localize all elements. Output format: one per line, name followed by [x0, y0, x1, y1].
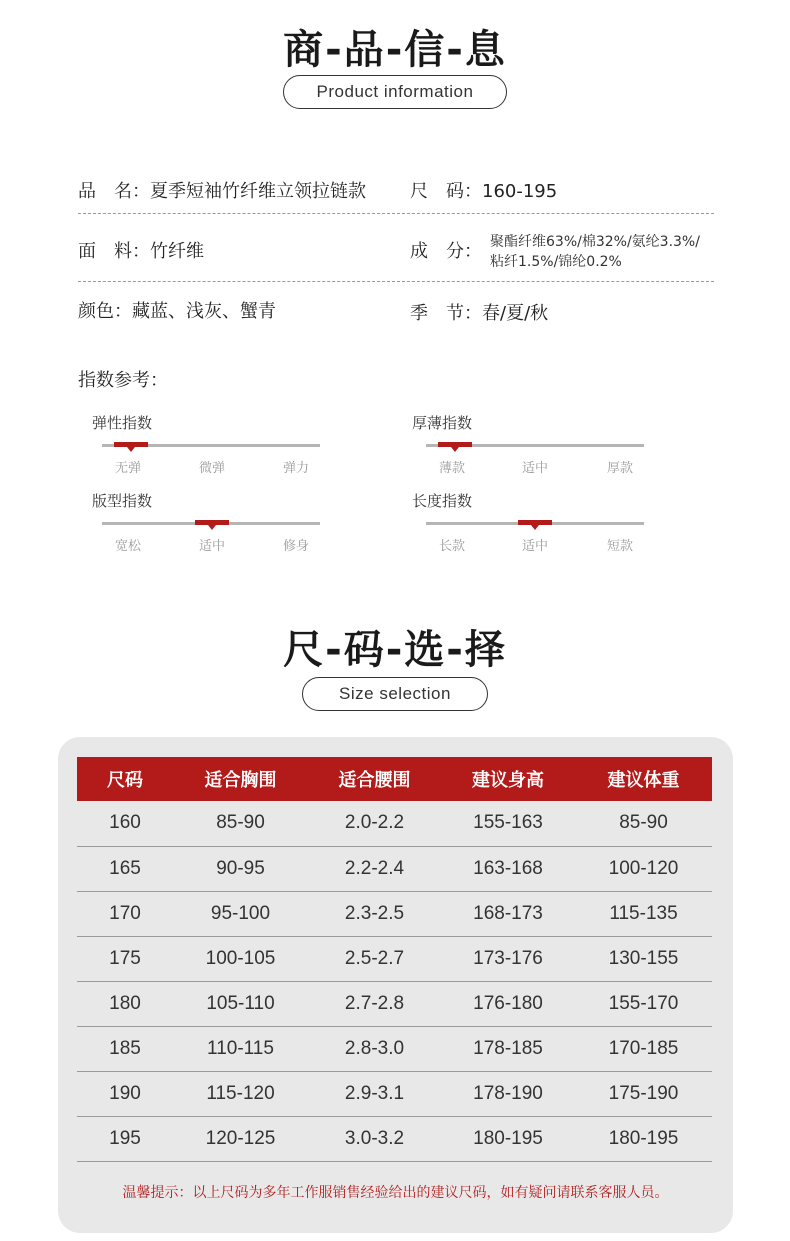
- table-cell: 178-190: [473, 1082, 543, 1104]
- product-info-subtitle: Product information: [283, 75, 507, 109]
- table-cell: 170-185: [608, 1037, 679, 1059]
- info-season: [410, 299, 548, 325]
- gauge-tick: 长款: [438, 539, 465, 554]
- name-label: 品 名：: [78, 181, 150, 202]
- gauge-tick: 修身: [282, 539, 309, 554]
- info-composition-label: [410, 237, 482, 263]
- gauge-marker: [438, 442, 472, 447]
- col-header-chest: 适合胸围: [204, 770, 277, 791]
- table-row: [77, 1116, 712, 1161]
- table-cell: 160: [109, 812, 141, 834]
- table-cell: 178-185: [473, 1037, 543, 1059]
- name-value: 夏季短袖竹纤维立领拉链款: [150, 181, 366, 202]
- table-cell: 176-180: [473, 992, 543, 1014]
- gauge-marker: [195, 520, 229, 525]
- size-note: 温馨提示：以上尺码为多年工作服销售经验给出的建议尺码，如有疑问请联系客服人员。: [122, 1185, 669, 1201]
- gauge-tick: 无弹: [114, 461, 141, 476]
- gauge-label: 长度指数: [412, 492, 473, 510]
- size-table-panel: [58, 737, 733, 1233]
- table-row: [77, 846, 712, 891]
- table-cell: 115-120: [206, 1082, 275, 1104]
- table-cell: 2.8-3.0: [344, 1037, 405, 1059]
- table-row: [77, 981, 712, 1026]
- col-header-height: 建议身高: [472, 770, 544, 791]
- size-section-subtitle: Size selection: [302, 677, 488, 711]
- table-cell: 195: [109, 1127, 141, 1149]
- table-cell: 185: [109, 1037, 141, 1059]
- size-table: [77, 757, 712, 1162]
- table-row: [77, 801, 712, 846]
- table-row: [77, 936, 712, 981]
- table-cell: 180-195: [473, 1127, 543, 1149]
- gauge-elasticity: [92, 412, 322, 482]
- table-cell: 90-95: [216, 857, 265, 879]
- gauge-label: 版型指数: [92, 492, 153, 510]
- info-name: [78, 177, 366, 203]
- table-cell: 105-110: [206, 992, 275, 1014]
- table-cell: 100-120: [608, 857, 679, 879]
- table-cell: 180-195: [608, 1127, 679, 1149]
- gauge-tick: 厚款: [606, 461, 633, 476]
- gauge-marker: [114, 442, 148, 447]
- gauge-tick: 弹力: [282, 461, 309, 476]
- info-size: [410, 177, 557, 203]
- size-label: 尺 码：: [410, 181, 482, 202]
- size-section-title: 尺-码-选-择: [283, 627, 507, 673]
- gauge-tick: 适中: [521, 461, 548, 476]
- gauge-thickness: [412, 412, 642, 482]
- table-cell: 2.2-2.4: [344, 857, 405, 879]
- col-header-waist: 适合腰围: [338, 770, 411, 791]
- gauge-tick: 薄款: [438, 461, 465, 476]
- table-cell: 2.0-2.2: [344, 812, 405, 834]
- table-cell: 170: [109, 902, 141, 924]
- divider: [78, 213, 714, 214]
- table-cell: 100-105: [205, 947, 276, 969]
- table-cell: 190: [109, 1082, 141, 1104]
- gauge-marker: [518, 520, 552, 525]
- gauge-label: 厚薄指数: [412, 414, 473, 432]
- table-cell: 85-90: [619, 812, 668, 834]
- info-composition-value: [490, 232, 700, 272]
- table-cell: 3.0-3.2: [344, 1127, 405, 1149]
- gauge-length: [412, 490, 642, 560]
- gauge-tick: 适中: [198, 539, 225, 554]
- gauge-tick: 短款: [606, 539, 633, 554]
- season-label: 季 节：: [410, 303, 482, 324]
- info-color: [78, 297, 276, 323]
- table-cell: 2.7-2.8: [344, 992, 405, 1014]
- composition-line2: 粘纤1.5%/锦纶0.2%: [490, 254, 622, 270]
- season-value: 春/夏/秋: [482, 303, 549, 324]
- divider: [78, 281, 714, 282]
- table-cell: 120-125: [205, 1127, 276, 1149]
- color-label: 颜色：: [78, 301, 132, 322]
- fabric-value: 竹纤维: [150, 241, 204, 262]
- table-row: [77, 1026, 712, 1071]
- table-cell: 85-90: [216, 812, 265, 834]
- table-cell: 163-168: [473, 857, 543, 879]
- table-cell: 173-176: [473, 947, 543, 969]
- table-cell: 115-135: [609, 902, 678, 924]
- table-row: [77, 1071, 712, 1116]
- col-header-size: 尺码: [107, 770, 143, 791]
- table-cell: 2.5-2.7: [344, 947, 405, 969]
- gauge-tick: 适中: [521, 539, 548, 554]
- gauge-fit: [92, 490, 322, 560]
- table-cell: 180: [109, 992, 141, 1014]
- product-info-title: 商-品-信-息: [283, 27, 507, 73]
- index-title: 指数参考：: [78, 370, 168, 391]
- gauge-tick: 宽松: [114, 539, 141, 554]
- composition-line1: 聚酯纤维63%/棉32%/氨纶3.3%/: [490, 234, 700, 250]
- table-cell: 165: [109, 857, 141, 879]
- table-cell: 175: [109, 947, 141, 969]
- info-fabric: [78, 237, 204, 263]
- color-value: 藏蓝、浅灰、蟹青: [132, 301, 276, 322]
- table-row: [77, 891, 712, 936]
- table-cell: 130-155: [608, 947, 679, 969]
- table-cell: 2.3-2.5: [344, 902, 405, 924]
- table-cell: 2.9-3.1: [344, 1082, 405, 1104]
- table-header-row: [77, 757, 712, 801]
- table-cell: 95-100: [210, 902, 271, 924]
- gauge-label: 弹性指数: [92, 414, 153, 432]
- fabric-label: 面 料：: [78, 241, 150, 262]
- col-header-weight: 建议体重: [607, 770, 680, 791]
- size-value: 160-195: [482, 181, 558, 202]
- table-cell: 168-173: [473, 902, 543, 924]
- gauge-tick: 微弹: [198, 461, 225, 476]
- table-cell: 110-115: [207, 1037, 274, 1059]
- table-cell: 155-170: [608, 992, 679, 1014]
- composition-label: 成 分：: [410, 241, 482, 262]
- table-cell: 155-163: [473, 812, 543, 834]
- table-cell: 175-190: [608, 1082, 679, 1104]
